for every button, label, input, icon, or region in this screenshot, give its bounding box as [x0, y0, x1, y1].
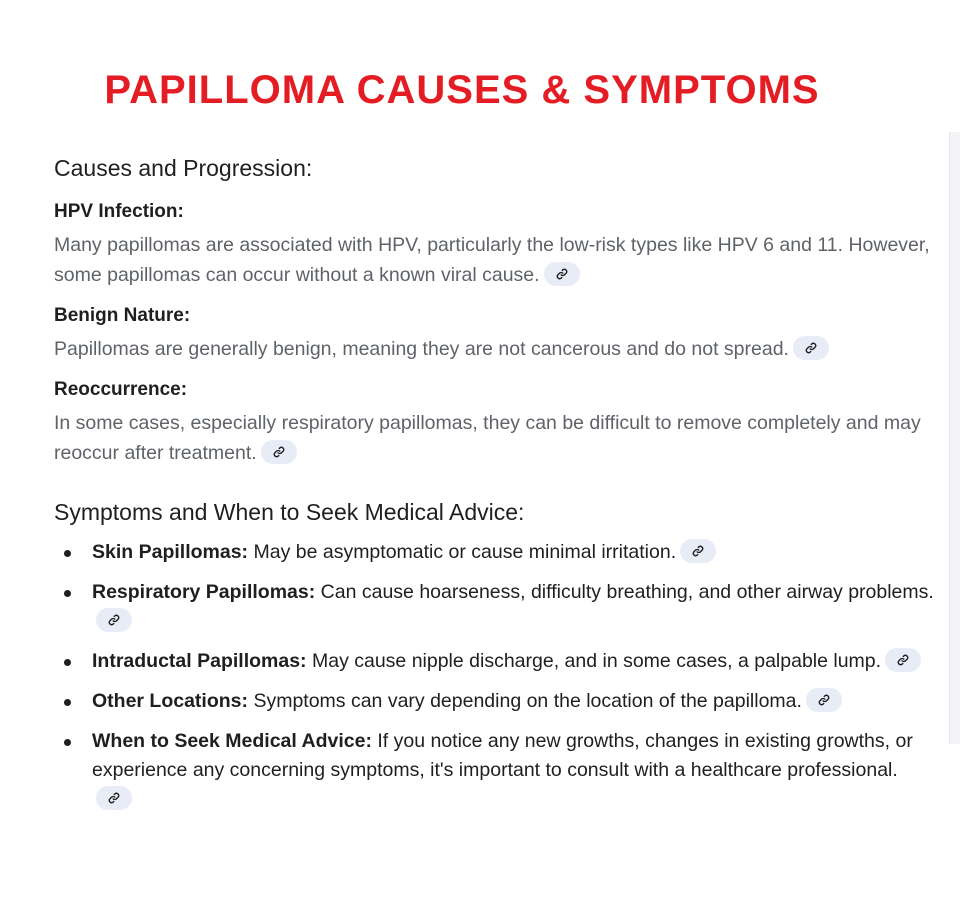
bullet: [64, 659, 71, 666]
cause-term: HPV Infection:: [54, 201, 184, 222]
symptom-text: Can cause hoarseness, difficulty breathing, and other airway problems.: [320, 581, 934, 603]
cause-description: [54, 334, 934, 364]
cause-term: Reoccurrence:: [54, 379, 188, 400]
source-link-chip[interactable]: [261, 440, 297, 464]
list-item: [54, 727, 934, 814]
cause-block-benign: [54, 302, 934, 364]
cause-block-reoccurrence: [54, 376, 934, 468]
cause-block-hpv: [54, 198, 934, 290]
side-scroll-rail[interactable]: [949, 132, 960, 744]
symptom-term: Other Locations:: [92, 690, 249, 712]
cause-term: Benign Nature:: [54, 305, 191, 326]
source-link-chip[interactable]: [793, 336, 829, 360]
source-link-chip[interactable]: [96, 608, 132, 632]
list-item: [54, 647, 934, 676]
list-item: [54, 538, 934, 567]
link-icon: [691, 544, 705, 558]
bullet: [64, 550, 71, 557]
symptom-text: Symptoms can vary depending on the location of the papilloma.: [253, 690, 802, 712]
symptom-text: May cause nipple discharge, and in some cases, a palpable lump.: [311, 650, 882, 672]
cause-text: Many papillomas are associated with HPV, particularly the low-risk types like HPV 6 and 11. However, some papillomas can occur without a known viral cause.: [54, 234, 930, 286]
answer-content: [54, 150, 934, 825]
symptom-term: Intraductal Papillomas:: [92, 650, 307, 672]
link-icon: [804, 341, 818, 355]
symptoms-heading: Symptoms and When to Seek Medical Advice:: [54, 499, 525, 525]
cause-text: In some cases, especially respiratory papillomas, they can be difficult to remove completely and may reoccur after treatment.: [54, 412, 921, 464]
source-link-chip[interactable]: [544, 262, 580, 286]
causes-heading: Causes and Progression:: [54, 155, 313, 181]
source-link-chip[interactable]: [96, 786, 132, 810]
list-item: [54, 578, 934, 636]
link-icon: [817, 693, 831, 707]
symptom-text: If you notice any new growths, changes in existing growths, or experience any concerning symptoms, it's important to consult with a healthcare professional.: [92, 730, 913, 781]
symptoms-list: [54, 538, 934, 814]
symptom-text: May be asymptomatic or cause minimal irritation.: [253, 541, 677, 563]
source-link-chip[interactable]: [885, 648, 921, 672]
symptom-term: Respiratory Papillomas:: [92, 581, 316, 603]
list-item: [54, 687, 934, 716]
link-icon: [555, 267, 569, 281]
link-icon: [107, 791, 121, 805]
source-link-chip[interactable]: [806, 688, 842, 712]
page-title: PAPILLOMA CAUSES & SYMPTOMS: [104, 68, 820, 112]
bullet: [64, 699, 71, 706]
cause-description: [54, 230, 934, 290]
link-icon: [896, 653, 910, 667]
link-icon: [272, 445, 286, 459]
symptom-term: Skin Papillomas:: [92, 541, 249, 563]
link-icon: [107, 613, 121, 627]
bullet: [64, 739, 71, 746]
cause-text: Papillomas are generally benign, meaning they are not cancerous and do not spread.: [54, 338, 789, 360]
symptom-term: When to Seek Medical Advice:: [92, 730, 372, 752]
cause-description: [54, 408, 934, 468]
source-link-chip[interactable]: [680, 539, 716, 563]
bullet: [64, 590, 71, 597]
